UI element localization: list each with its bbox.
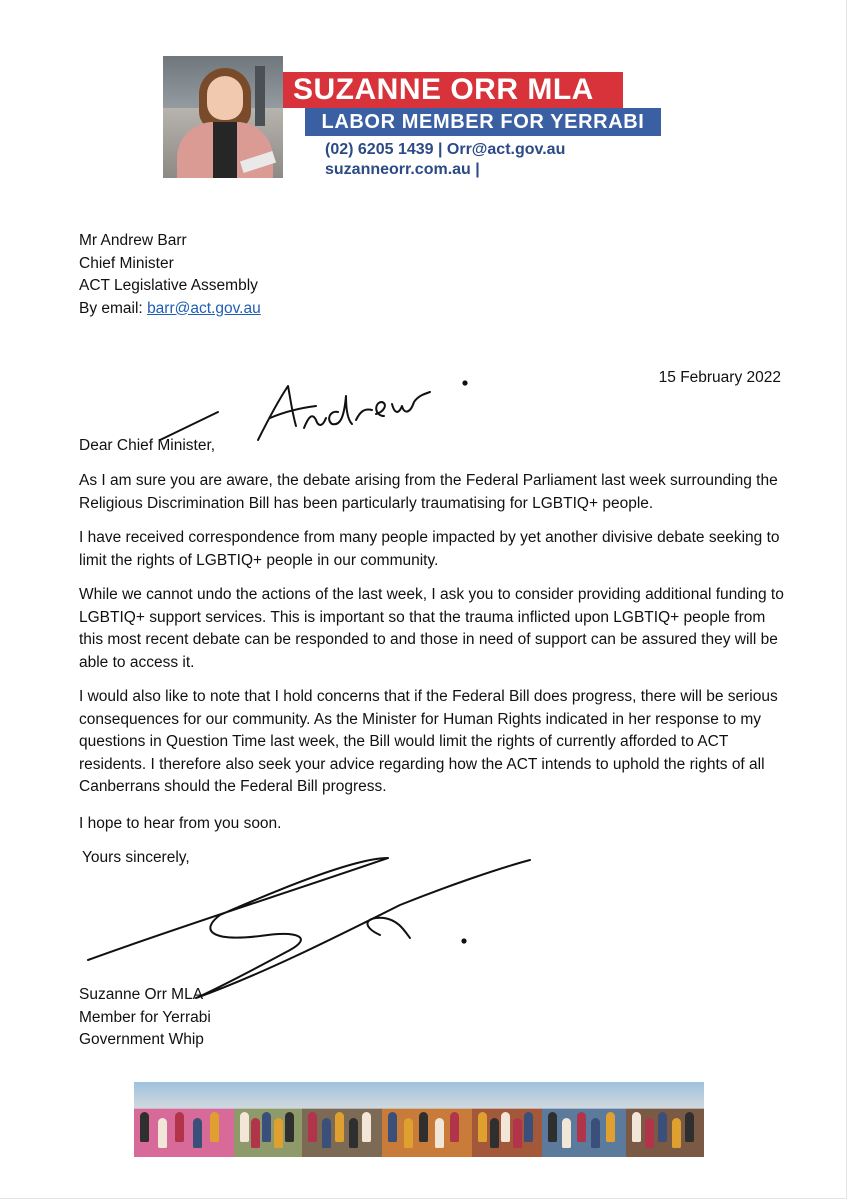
community-photo-1	[134, 1082, 234, 1157]
community-photo-7	[626, 1082, 704, 1157]
letter-date: 15 February 2022	[658, 369, 781, 386]
email-label: By email:	[79, 299, 148, 317]
community-photo-2	[234, 1082, 302, 1157]
community-photo-5	[472, 1082, 542, 1157]
paragraph-1: As I am sure you are aware, the debate arising from the Federal Parliament last week surrounding the Religious Discrimination Bill has been particularly traumatising for LGBTIQ+ people.	[79, 472, 778, 512]
recipient-email-link[interactable]: barr@act.gov.au	[147, 299, 261, 317]
contact-line: (02) 6205 1439 | Orr@act.gov.au	[325, 141, 566, 158]
community-photo-6	[542, 1082, 626, 1157]
recipient-title: Chief Minister	[79, 254, 174, 272]
paragraph-4: I would also like to note that I hold concerns that if the Federal Bill does progress, there will be serious consequences for our community. As the Minister for Human Rights indicated in her response to my questions in Question Time last week, the Bill would limit the rights of currently afforded to ACT residents. I therefore also seek your advice regarding how the ACT intends to uphold the rights of all Canberrans should the Federal Bill progress.	[79, 688, 778, 795]
handwritten-signature	[88, 858, 530, 998]
community-photo-strip	[134, 1082, 704, 1157]
community-photo-3	[302, 1082, 382, 1157]
signatory-role: Government Whip	[79, 1031, 204, 1048]
website-line: suzanneorr.com.au |	[325, 161, 480, 178]
recipient-name: Mr Andrew Barr	[79, 232, 187, 249]
handwritten-greeting-andrew	[160, 381, 467, 440]
signatory-position: Member for Yerrabi	[79, 1008, 211, 1026]
signatory-name: Suzanne Orr MLA	[79, 986, 204, 1003]
paragraph-3: While we cannot undo the actions of the last week, I ask you to consider providing additional funding to LGBTIQ+ support services. This is important so that the trauma inflicted upon LGBTIQ+ people from this most recent debate can be responded to and those in need of support can be assured they will be able to access it.	[79, 586, 784, 671]
paragraph-2: I have received correspondence from many people impacted by yet another divisive debate seeking to limit the rights of LGBTIQ+ people in our community.	[79, 529, 780, 569]
salutation: Dear Chief Minister,	[79, 437, 216, 454]
paragraph-5: I hope to hear from you soon.	[79, 815, 282, 832]
recipient-organization: ACT Legislative Assembly	[79, 277, 258, 294]
member-role-banner: LABOR MEMBER FOR YERRABI	[305, 108, 661, 136]
member-name-banner: SUZANNE ORR MLA	[283, 72, 623, 108]
closing: Yours sincerely,	[82, 849, 190, 866]
community-photo-4	[382, 1082, 472, 1157]
